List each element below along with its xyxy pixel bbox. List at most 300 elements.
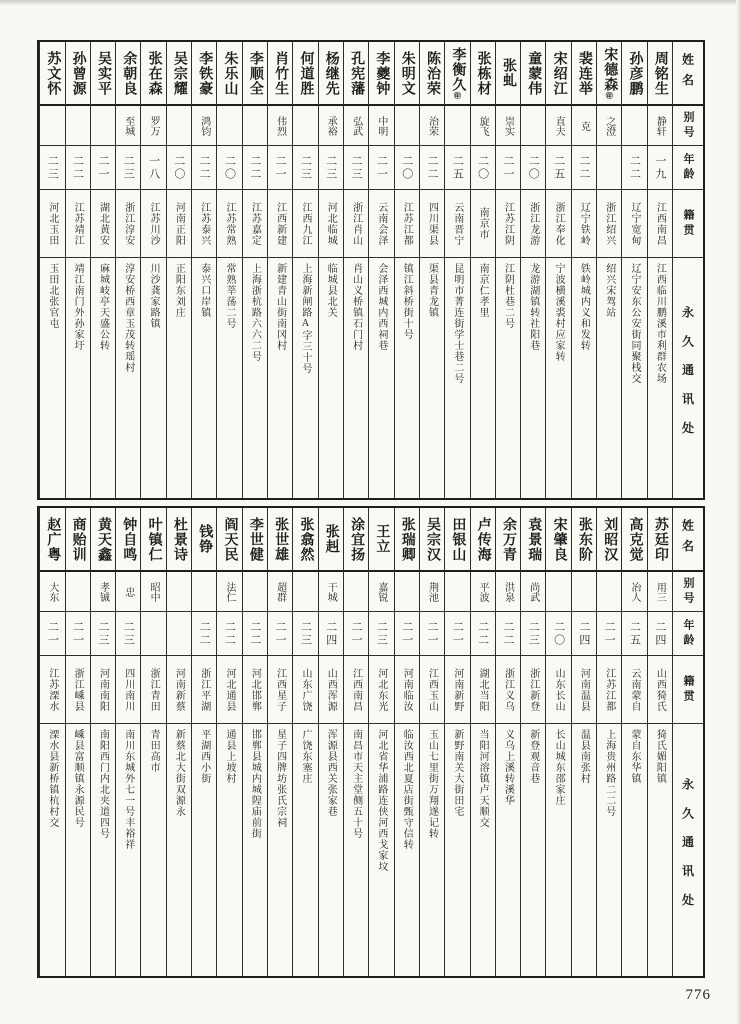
person-name: 张世雄 — [268, 508, 292, 572]
person-column — [571, 42, 596, 498]
name-seal-mark: ㊞ — [453, 92, 462, 99]
person-name: 朱乐山 — [217, 42, 241, 106]
person-name: 肖竹生 — [268, 42, 292, 106]
person-native: 江苏常熟 — [217, 190, 241, 258]
person-address: 蒙自东华镇 — [629, 729, 641, 784]
person-alias: 孝铖 — [91, 572, 115, 612]
header-address: 永久通讯处 — [680, 778, 695, 922]
person-alias — [445, 106, 469, 146]
person-column — [191, 508, 216, 976]
person-age: 二四 — [648, 612, 672, 656]
person-alias — [66, 106, 90, 146]
person-native: 河南临汝 — [395, 656, 419, 724]
person-address: 平湖西小街 — [198, 729, 210, 784]
person-native: 江苏川沙 — [141, 190, 165, 258]
person-column — [470, 42, 495, 498]
person-age — [167, 612, 191, 656]
person-column — [216, 508, 241, 976]
person-column — [166, 42, 191, 498]
person-column — [39, 508, 64, 976]
person-name: 张翕然 — [293, 508, 317, 572]
person-name: 孔宪藩 — [344, 42, 368, 106]
person-age: 二三 — [116, 146, 140, 190]
person-column — [292, 508, 317, 976]
person-address: 铁岭城内义和发转 — [578, 263, 590, 351]
person-column — [90, 42, 115, 498]
person-name: 刘昭汉 — [597, 508, 621, 572]
person-address: 溧水县新桥镇杭村交 — [46, 729, 58, 828]
register-table-bottom — [37, 506, 705, 978]
person-address: 龙游湖镇转社阳巷 — [527, 263, 539, 351]
person-column — [545, 508, 570, 976]
person-address: 邯郸县城内城隍庙前街 — [249, 729, 261, 839]
person-name: 李衡久㊞ — [445, 42, 469, 106]
person-column — [520, 42, 545, 498]
person-name: 田银山 — [445, 508, 469, 572]
person-address: 靖江南门外孙家圩 — [72, 263, 84, 351]
person-native: 浙江奉化 — [546, 190, 570, 258]
person-address: 义乌上溪转溪华 — [502, 729, 514, 806]
person-address: 猗氏媚阳镇 — [654, 729, 666, 784]
person-age: 二五 — [622, 612, 646, 656]
person-age: 二一 — [268, 146, 292, 190]
person-alias: 承裕 — [319, 106, 343, 146]
person-alias: 尚武 — [521, 572, 545, 612]
person-name: 阎天民 — [217, 508, 241, 572]
person-alias — [167, 106, 191, 146]
person-address: 玉山七里街万翔遂记转 — [426, 729, 438, 839]
person-alias: 之澄 — [597, 106, 621, 146]
person-alias: 忠 — [116, 572, 140, 612]
person-age: 二一 — [344, 612, 368, 656]
person-native: 河南温县 — [572, 656, 596, 724]
person-address: 临城县北关 — [325, 263, 337, 318]
person-native: 浙江龙游 — [521, 190, 545, 258]
person-native: 浙江绍兴 — [597, 190, 621, 258]
person-column — [621, 508, 646, 976]
person-address: 绍兴宋驾站 — [603, 263, 615, 318]
person-age: 二三 — [344, 146, 368, 190]
person-alias: 伟烈 — [268, 106, 292, 146]
person-address: 通县上坡村 — [224, 729, 236, 784]
person-column — [140, 508, 165, 976]
person-alias — [192, 572, 216, 612]
person-name: 苏文怀 — [40, 42, 64, 106]
person-address: 长山城东邵家庄 — [553, 729, 565, 806]
person-name: 宋肇良 — [546, 508, 570, 572]
person-column — [419, 508, 444, 976]
person-native: 辽宁宽甸 — [622, 190, 646, 258]
person-address: 淳安桥西章玉茂转瑶村 — [122, 263, 134, 373]
person-native: 江苏江都 — [597, 656, 621, 724]
person-column — [621, 42, 646, 498]
person-age: 二二 — [622, 146, 646, 190]
person-alias: 荆池 — [420, 572, 444, 612]
person-age: 一九 — [648, 146, 672, 190]
person-address: 辽宁安东公安街同聚栈交 — [629, 263, 641, 384]
person-alias — [395, 106, 419, 146]
person-alias: 静轩 — [648, 106, 672, 146]
person-age: 二〇 — [395, 146, 419, 190]
person-age — [141, 612, 165, 656]
person-alias: 昭中 — [141, 572, 165, 612]
person-alias: 大东 — [40, 572, 64, 612]
person-native: 湖北当阳 — [471, 656, 495, 724]
person-native: 南京市 — [471, 190, 495, 258]
person-name: 涂宜扬 — [344, 508, 368, 572]
person-alias: 冶人 — [622, 572, 646, 612]
person-native: 河北玉田 — [40, 190, 64, 258]
person-column — [140, 42, 165, 498]
person-age: 二一 — [395, 612, 419, 656]
person-native: 四川南川 — [116, 656, 140, 724]
person-native: 河北临城 — [319, 190, 343, 258]
person-age: 二五 — [445, 146, 469, 190]
person-age: 二三 — [369, 612, 393, 656]
person-native: 江西星子 — [268, 656, 292, 724]
person-address: 河北省华浦路连侠河西戈家坟 — [375, 729, 387, 872]
person-alias — [344, 572, 368, 612]
person-alias — [445, 572, 469, 612]
person-column — [545, 42, 570, 498]
person-alias — [243, 572, 267, 612]
person-column — [267, 508, 292, 976]
person-name: 陈治荣 — [420, 42, 444, 106]
person-native: 江西南昌 — [344, 656, 368, 724]
person-name: 钱铮 — [192, 508, 216, 572]
person-alias: 崇实 — [496, 106, 520, 146]
person-column — [216, 42, 241, 498]
person-age: 二一 — [420, 612, 444, 656]
person-column — [368, 508, 393, 976]
person-name: 杜景诗 — [167, 508, 191, 572]
header-alias: 别号 — [673, 572, 703, 612]
person-column — [571, 508, 596, 976]
register-table-top — [37, 40, 705, 500]
person-name: 黄天鑫 — [91, 508, 115, 572]
person-age: 二一 — [40, 612, 64, 656]
person-name: 赵广粤 — [40, 508, 64, 572]
person-name: 李顺全 — [243, 42, 267, 106]
person-address: 昆明市菁连街学士巷二号 — [451, 263, 463, 384]
person-name: 高克觉 — [622, 508, 646, 572]
person-column — [394, 42, 419, 498]
person-address: 渠县青龙镇 — [426, 263, 438, 318]
person-age: 二二 — [572, 146, 596, 190]
person-native: 云南蒙自 — [622, 656, 646, 724]
person-name: 宋德森㊞ — [597, 42, 621, 106]
person-native: 江苏溧水 — [40, 656, 64, 724]
person-address: 温县南张村 — [578, 729, 590, 784]
person-native: 江苏泰兴 — [192, 190, 216, 258]
person-native: 四川渠县 — [420, 190, 444, 258]
person-alias: 治荣 — [420, 106, 444, 146]
person-address: 镇江斜桥街十号 — [401, 263, 413, 340]
person-address: 南川东城外七一号丰裕祥 — [122, 729, 134, 850]
person-name: 李夔钟 — [369, 42, 393, 106]
person-alias: 至城 — [116, 106, 140, 146]
person-native: 浙江义乌 — [496, 656, 520, 724]
person-native: 山东长山 — [546, 656, 570, 724]
person-alias: 鸿钧 — [192, 106, 216, 146]
person-column — [495, 508, 520, 976]
header-address: 永久通讯处 — [680, 306, 695, 450]
person-age: 二一 — [597, 612, 621, 656]
person-address: 南昌市天主堂侧五十号 — [350, 729, 362, 839]
person-age: 二二 — [243, 146, 267, 190]
person-alias — [521, 106, 545, 146]
person-column — [343, 42, 368, 498]
person-address: 当阳河溶镇卢天顺交 — [477, 729, 489, 828]
person-name: 余朝良 — [116, 42, 140, 106]
person-column — [520, 508, 545, 976]
person-alias: 中明 — [369, 106, 393, 146]
person-column — [368, 42, 393, 498]
person-native: 河北邯郸 — [243, 656, 267, 724]
person-age: 二三 — [293, 612, 317, 656]
person-name: 卢传海 — [471, 508, 495, 572]
person-age: 二三 — [91, 612, 115, 656]
person-native: 江西玉山 — [420, 656, 444, 724]
person-address: 嵊县富顺镇永源民号 — [72, 729, 84, 828]
person-alias: 超群 — [268, 572, 292, 612]
header-age: 年龄 — [673, 612, 703, 656]
person-alias — [217, 106, 241, 146]
person-alias: 旋飞 — [471, 106, 495, 146]
person-address: 上海浙杭路六六二号 — [249, 263, 261, 362]
person-native: 山东广饶 — [293, 656, 317, 724]
person-address: 南京仁孝里 — [477, 263, 489, 318]
person-age: 二一 — [496, 146, 520, 190]
person-address: 广饶东塞庄 — [299, 729, 311, 784]
person-name: 李世健 — [243, 508, 267, 572]
person-native: 浙江嵊县 — [66, 656, 90, 724]
person-age: 二一 — [445, 612, 469, 656]
person-alias: 平波 — [471, 572, 495, 612]
person-alias — [622, 106, 646, 146]
person-name: 张栋材 — [471, 42, 495, 106]
person-name: 张赳 — [319, 508, 343, 572]
person-alias — [395, 572, 419, 612]
person-age: 二三 — [319, 146, 343, 190]
header-age: 年龄 — [673, 146, 703, 190]
person-address: 川沙龚家路镇 — [148, 263, 160, 329]
person-column — [39, 42, 64, 498]
person-age: 二二 — [66, 146, 90, 190]
person-native: 辽宁铁岭 — [572, 190, 596, 258]
person-column — [444, 508, 469, 976]
person-native: 河北通县 — [217, 656, 241, 724]
person-age: 二三 — [521, 612, 545, 656]
person-name: 周铭生 — [648, 42, 672, 106]
person-age: 二一 — [66, 612, 90, 656]
person-native: 河南新野 — [445, 656, 469, 724]
person-column — [242, 508, 267, 976]
person-address: 南阳西门内北夹道四号 — [97, 729, 109, 839]
person-alias — [597, 572, 621, 612]
person-native: 江西南昌 — [648, 190, 672, 258]
person-alias: 嘉锐 — [369, 572, 393, 612]
page-number: 776 — [685, 987, 711, 1003]
person-age: 二五 — [546, 146, 570, 190]
person-name: 何道胜 — [293, 42, 317, 106]
person-alias — [243, 106, 267, 146]
person-address: 常熟莘荡二号 — [224, 263, 236, 329]
person-age: 二〇 — [471, 146, 495, 190]
person-address: 青田高市 — [148, 729, 160, 773]
person-address: 新建青山街南冈村 — [274, 263, 286, 351]
person-name: 余万青 — [496, 508, 520, 572]
person-name: 李铁豪 — [192, 42, 216, 106]
person-address: 玉田北张官屯 — [46, 263, 58, 329]
person-alias: 罗万 — [141, 106, 165, 146]
person-native: 浙江平湖 — [192, 656, 216, 724]
person-native: 江西新建 — [268, 190, 292, 258]
person-native: 河南南阳 — [91, 656, 115, 724]
person-address: 麻城岐亭天盛公转 — [97, 263, 109, 351]
person-age: 二二 — [471, 612, 495, 656]
person-alias — [293, 106, 317, 146]
person-column — [90, 508, 115, 976]
person-name: 张东阶 — [572, 508, 596, 572]
person-name: 张在森 — [141, 42, 165, 106]
person-age: 二二 — [217, 612, 241, 656]
person-native: 浙江新登 — [521, 656, 545, 724]
header-column — [672, 508, 703, 976]
person-native: 江苏江阴 — [496, 190, 520, 258]
person-address: 星子四牌坊张氏宗祠 — [274, 729, 286, 828]
person-native: 江西九江 — [293, 190, 317, 258]
person-native: 河南新蔡 — [167, 656, 191, 724]
person-name: 孙彦鹏 — [622, 42, 646, 106]
person-age: 二四 — [319, 612, 343, 656]
person-age: 二三 — [116, 612, 140, 656]
person-column — [343, 508, 368, 976]
person-column — [166, 508, 191, 976]
person-column — [470, 508, 495, 976]
person-name: 袁景瑞 — [521, 508, 545, 572]
person-column — [115, 42, 140, 498]
person-alias: 洪泉 — [496, 572, 520, 612]
person-column — [267, 42, 292, 498]
person-age: 二二 — [243, 612, 267, 656]
header-name: 姓名 — [673, 42, 703, 106]
person-age: 二〇 — [521, 146, 545, 190]
person-column — [292, 42, 317, 498]
person-age: 二〇 — [217, 146, 241, 190]
person-alias — [66, 572, 90, 612]
person-alias — [572, 572, 596, 612]
person-column — [318, 42, 343, 498]
person-age: 二一 — [91, 146, 115, 190]
person-age: 二一 — [268, 612, 292, 656]
person-column — [495, 42, 520, 498]
person-alias — [40, 106, 64, 146]
person-name: 商贻训 — [66, 508, 90, 572]
person-age: 二二 — [420, 146, 444, 190]
person-column — [115, 508, 140, 976]
person-native: 浙江肖山 — [344, 190, 368, 258]
person-native: 云南晋宁 — [445, 190, 469, 258]
person-name: 钟自鸣 — [116, 508, 140, 572]
person-address: 江阴杜巷二号 — [502, 263, 514, 329]
person-native: 山西猗氏 — [648, 656, 672, 724]
person-name: 童蒙伟 — [521, 42, 545, 106]
person-native: 江苏嘉定 — [243, 190, 267, 258]
person-column — [65, 508, 90, 976]
person-column — [419, 42, 444, 498]
person-name: 叶镇仁 — [141, 508, 165, 572]
person-alias — [91, 106, 115, 146]
person-address: 新蔡北大街双源永 — [173, 729, 185, 817]
person-native: 江苏江都 — [395, 190, 419, 258]
scan-edge-right — [736, 0, 741, 1024]
person-column — [596, 508, 621, 976]
person-column — [647, 508, 672, 976]
person-age: 二二 — [192, 146, 216, 190]
person-address: 肖山义桥镇石门村 — [350, 263, 362, 351]
header-native: 籍贯 — [673, 190, 703, 258]
person-alias — [546, 572, 570, 612]
person-alias: 弘武 — [344, 106, 368, 146]
person-age: 二二 — [192, 612, 216, 656]
person-alias: 法仁 — [217, 572, 241, 612]
person-column — [394, 508, 419, 976]
person-native: 河南正阳 — [167, 190, 191, 258]
person-alias: 用三 — [648, 572, 672, 612]
person-address: 浑源县西关张家巷 — [325, 729, 337, 817]
person-native: 湖北黄安 — [91, 190, 115, 258]
person-column — [318, 508, 343, 976]
person-age: 二二 — [496, 612, 520, 656]
header-native: 籍贯 — [673, 656, 703, 724]
person-name: 张虬 — [496, 42, 520, 106]
header-name: 姓名 — [673, 508, 703, 572]
person-column — [444, 42, 469, 498]
person-address: 泰兴口岸镇 — [198, 263, 210, 318]
person-column — [242, 42, 267, 498]
header-column — [672, 42, 703, 498]
person-age: 二四 — [572, 612, 596, 656]
scan-edge-top — [0, 0, 741, 6]
name-seal-mark: ㊞ — [605, 92, 614, 99]
person-name: 吴宗汉 — [420, 508, 444, 572]
person-alias: 克 — [572, 106, 596, 146]
person-native: 浙江青田 — [141, 656, 165, 724]
person-address: 新野南关大街田宅 — [451, 729, 463, 817]
person-native: 河北东光 — [369, 656, 393, 724]
person-column — [596, 42, 621, 498]
person-native: 云南会泽 — [369, 190, 393, 258]
person-age — [597, 146, 621, 190]
person-name: 王立 — [369, 508, 393, 572]
person-column — [191, 42, 216, 498]
person-name: 张瑞卿 — [395, 508, 419, 572]
person-address: 新登观音巷 — [527, 729, 539, 784]
register-frame — [37, 40, 705, 978]
person-name: 吴实平 — [91, 42, 115, 106]
person-address: 临汝西北夏店街甄守信转 — [401, 729, 413, 850]
person-age: 二三 — [40, 146, 64, 190]
person-age: 二〇 — [167, 146, 191, 190]
person-age: 二一 — [369, 146, 393, 190]
person-alias: 干城 — [319, 572, 343, 612]
person-address: 上海贵州路二二号 — [603, 729, 615, 817]
person-alias — [293, 572, 317, 612]
person-native: 浙江淳安 — [116, 190, 140, 258]
person-address: 会泽西城内西祠巷 — [375, 263, 387, 351]
person-native: 山西浑源 — [319, 656, 343, 724]
